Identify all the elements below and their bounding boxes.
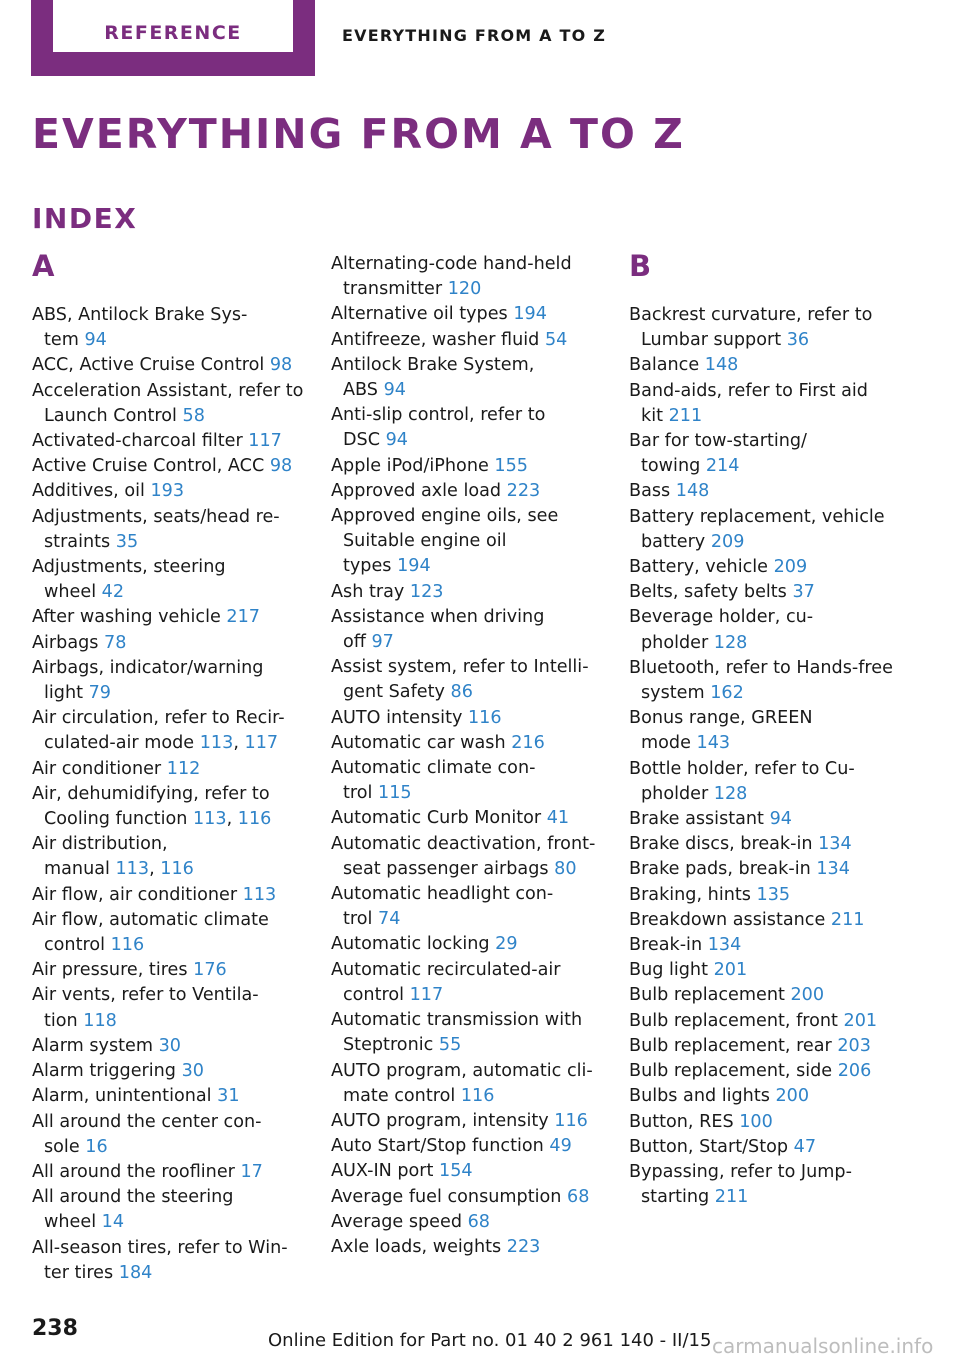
index-column-1 [32,249,322,1286]
index-entry [629,555,919,580]
index-entry-text: Bulb replacement, rear [629,1035,838,1056]
index-entry [331,655,621,705]
index-entry-text: Air conditioner [32,758,167,779]
index-entry-text: Adjustments, steering [32,557,226,578]
index-entry-text: Average fuel consumption [331,1186,567,1207]
index-entry-text: Activated-charcoal filter [32,431,249,452]
edition-note: Online Edition for Part no. 01 40 2 961 140 - II/15 [268,1330,712,1351]
index-entry-text: kit [641,405,669,426]
index-entry-text: Band-aids, refer to First aid [629,380,868,401]
breadcrumb: EVERYTHING FROM A TO Z [342,26,607,45]
page-link[interactable]: 36 [786,330,810,351]
index-entry [629,1135,919,1160]
page-link[interactable]: 37 [792,582,815,603]
page-link[interactable]: 118 [83,1010,117,1031]
page-link[interactable]: 148 [675,481,710,502]
index-entry-text: mode [641,733,697,754]
index-entry [331,1159,621,1184]
page-link[interactable]: 113 [242,884,277,905]
page-link[interactable]: 112 [166,758,201,779]
index-entry-text: seat passenger airbags [343,858,555,879]
index-entry-text: Antifreeze, washer fluid [331,329,545,350]
index-entry-text: Acceleration Assistant, refer to [32,380,304,401]
page-link[interactable]: 94 [769,809,792,830]
index-entry [331,1059,621,1109]
index-entry-text: starting [641,1187,715,1208]
index-entry-text: Bluetooth, refer to Hands-free [629,657,893,678]
page-title: EVERYTHING FROM A TO Z [32,110,685,158]
index-entry-text: Bonus range, GREEN [629,708,813,729]
index-entry [331,580,621,605]
page-link[interactable]: 154 [439,1161,473,1182]
page-link[interactable]: 78 [104,632,127,653]
index-entry [32,883,322,908]
index-entry-text: Air vents, refer to Ventila- [32,985,259,1006]
index-entry [629,379,919,429]
index-entry [32,353,322,378]
page-link[interactable]: 209 [710,531,745,552]
index-entry [629,353,919,378]
index-entry-text: Breakdown assistance [629,909,831,930]
index-entry [32,983,322,1033]
index-entry [629,1059,919,1084]
page-link[interactable]: 223 [506,480,541,501]
index-entry-text: off [343,632,372,653]
index-entry [32,706,322,756]
index-entry-text: Battery replacement, vehicle [629,506,885,527]
index-entry [629,883,919,908]
index-entry-text: pholder [641,632,714,653]
page-link[interactable]: 200 [775,1086,810,1107]
index-entry-text: Alternating-code hand-held [331,254,572,274]
index-entry [331,958,621,1008]
index-entry [32,379,322,429]
page-link[interactable]: 211 [668,405,703,426]
index-entry-text: culated-air mode [44,733,200,754]
page-link[interactable]: 184 [118,1262,153,1283]
index-entry [32,454,322,479]
index-entry-text: system [641,683,711,704]
index-entry-text: DSC [343,430,386,451]
page-link[interactable]: 209 [773,557,808,578]
index-entry-text: Launch Control [44,405,183,426]
page-link[interactable]: 17 [240,1161,263,1182]
index-entry [331,252,621,302]
index-entry-text: Break-in [629,935,708,956]
page-number: 238 [32,1316,78,1341]
index-entry [331,756,621,806]
page-link[interactable]: 176 [193,960,227,981]
index-entry-text: Cooling function [44,809,193,830]
page-link[interactable]: 203 [837,1035,871,1056]
page-link[interactable]: 116 [237,809,272,830]
index-entry [331,504,621,580]
index-entry-text: pholder [641,783,714,804]
index-entry-text: Assist system, refer to Intelli- [331,657,589,678]
index-entry-text: Ash tray [331,581,410,602]
index-entry [331,1185,621,1210]
page-link[interactable]: 116 [460,1085,495,1106]
index-entry-text: Automatic locking [331,934,496,955]
index-entry-text: ACC, Active Cruise Control [32,355,270,376]
index-entry-text: Active Cruise Control, ACC [32,456,270,477]
index-entry [629,983,919,1008]
index-entry-text: Alarm system [32,1035,159,1056]
index-entry-text: Airbags, indicator/warning [32,657,264,678]
index-entry-text: Automatic recirculated-air [331,959,561,980]
page-link[interactable]: 35 [115,531,139,552]
index-entry [629,429,919,479]
page-link[interactable]: 16 [85,1136,108,1157]
index-entry-text: Apple iPod/iPhone [331,455,495,476]
index-entry [629,807,919,832]
index-entry [32,555,322,605]
index-entry [331,1210,621,1235]
index-entry-text: straints [44,531,116,552]
index-entry-text: Airbags [32,632,105,653]
index-entry-text: towing [641,456,706,477]
index-entry-text: Approved axle load [331,480,507,501]
index-entry [629,605,919,655]
page-link[interactable]: 214 [705,456,740,477]
page-link[interactable]: 14 [101,1212,125,1233]
page-link[interactable]: 123 [409,581,444,602]
index-entry [32,1185,322,1235]
index-letter: A [32,249,55,283]
page-link[interactable]: 128 [713,783,748,804]
reference-tab[interactable] [31,0,315,76]
index-entry [629,933,919,958]
index-entry-text: Air pressure, tires [32,960,194,981]
index-entry [331,454,621,479]
page-link[interactable]: 30 [181,1061,204,1082]
index-entry [331,403,621,453]
index-entry [32,303,322,353]
index-entry-text: Air distribution, [32,834,168,855]
reference-tab-inner [53,0,293,52]
page-link[interactable]: 116 [110,935,145,956]
index-entry-text: transmitter [343,279,448,300]
index-entry [32,1084,322,1109]
index-entry [331,882,621,932]
index-entry [32,757,322,782]
page-link[interactable]: 31 [217,1086,240,1107]
index-entry-text: trol [343,909,378,930]
index-entry-text: tion [44,1010,84,1031]
index-entry-text: light [44,683,89,704]
index-entry-text: Automatic transmission with [331,1010,583,1031]
section-title: INDEX [32,202,138,235]
page-link[interactable]: 134 [707,935,742,956]
page-link[interactable]: 217 [226,607,260,628]
index-entry-text: Automatic car wash [331,732,512,753]
page-link[interactable]: 79 [88,683,111,704]
page-link[interactable]: 148 [704,355,739,376]
index-entry-text: Automatic Curb Monitor [331,808,547,829]
index-entry [32,1034,322,1059]
index-entry [629,908,919,933]
watermark: carmanualsonline.info [712,1334,934,1358]
page-link[interactable]: 128 [713,632,748,653]
index-entry-text: Suitable engine oil [343,531,507,552]
index-entry-text: Alarm triggering [32,1061,182,1082]
page-link[interactable]: 47 [793,1136,817,1157]
index-entry-text: sole [44,1136,86,1157]
index-entry-text: types [343,556,398,577]
index-entry-text: battery [641,531,711,552]
page-link[interactable]: 94 [385,430,408,451]
index-entry [331,806,621,831]
page-link[interactable]: 162 [710,683,744,704]
page-link[interactable]: 211 [714,1187,749,1208]
index-entry-text: trol [343,783,378,804]
page-link[interactable]: 194 [397,556,431,577]
page-link[interactable]: 134 [816,859,850,880]
page-link[interactable]: 134 [818,834,852,855]
index-entry [629,479,919,504]
index-entry [331,932,621,957]
index-entry-text: Bulb replacement, front [629,1010,844,1031]
index-entry-text: Bass [629,481,676,502]
index-entry-text: AUTO program, automatic cli- [331,1060,593,1081]
page-link[interactable]: 120 [447,279,482,300]
index-entry-text: Steptronic [343,1035,439,1056]
page-link[interactable]: 58 [182,405,205,426]
page-link[interactable]: 98 [269,456,293,477]
page-link[interactable]: 113 [115,859,150,880]
page-link[interactable]: 41 [546,808,570,829]
page-link[interactable]: 194 [513,304,547,325]
page-link[interactable]: 94 [84,330,107,351]
page-link[interactable]: 54 [544,329,568,350]
index-entry-text: Automatic climate con- [331,758,536,779]
page-link[interactable]: 113 [199,733,234,754]
page-link[interactable]: 211 [830,909,865,930]
index-entry-text: Backrest curvature, refer to [629,305,873,325]
index-entry-text: control [343,984,410,1005]
index-entry [629,1009,919,1034]
index-entry [629,832,919,857]
index-entry-text: Lumbar support [641,330,787,351]
index-entry-text: AUTO program, intensity [331,1110,555,1131]
page-link[interactable]: 116 [467,707,502,728]
index-entry-text: Brake assistant [629,809,770,830]
index-entry-text: Air flow, air conditioner [32,884,243,905]
page-link[interactable]: 216 [511,732,545,753]
index-entry [32,656,322,706]
index-entry-text: AUX-IN port [331,1161,440,1182]
index-entry [629,958,919,983]
page-link[interactable]: 97 [371,632,394,653]
index-entry-text: All around the center con- [32,1111,262,1132]
index-entry [32,958,322,983]
index-entry [629,706,919,756]
page-link[interactable]: 115 [378,783,412,804]
index-entry-text: Brake pads, break-in [629,859,817,880]
page-link[interactable]: 80 [554,858,577,879]
index-entry [629,303,919,353]
index-entry [32,1236,322,1286]
index-entry [629,1110,919,1135]
index-entry [32,832,322,882]
index-entry-text: Beverage holder, cu- [629,607,814,628]
index-entry-text: Average speed [331,1211,468,1232]
page-link[interactable]: 49 [549,1136,572,1157]
index-entry [331,479,621,504]
index-entry-text: Additives, oil [32,481,151,502]
index-entry-text: Button, RES [629,1111,740,1132]
index-entry-text: control [44,935,111,956]
page-link[interactable]: 113 [192,809,227,830]
reference-tab-label: REFERENCE [104,22,242,44]
page-link[interactable]: 155 [494,455,528,476]
index-entry [629,580,919,605]
index-entry [331,1134,621,1159]
index-entry-text: Belts, safety belts [629,582,793,603]
index-entry-text: After washing vehicle [32,607,227,628]
index-entry [331,1235,621,1260]
index-entry-text: Auto Start/Stop function [331,1136,550,1157]
page-separator: , [149,859,161,880]
page-link[interactable]: 94 [383,380,406,401]
index-entry-text: Approved engine oils, see [331,506,559,527]
index-entry-text: Bottle holder, refer to Cu- [629,758,855,779]
index-entry-text: gent Safety [343,682,451,703]
index-entry-text: All-season tires, refer to Win- [32,1237,288,1258]
page-link[interactable]: 206 [837,1061,872,1082]
index-entry-text: All around the roofliner [32,1161,241,1182]
index-entry-text: Alarm, unintentional [32,1086,218,1107]
index-entry [629,505,919,555]
index-entry [629,656,919,706]
index-entry-text: Air, dehumidifying, refer to [32,783,270,804]
index-entry [32,1110,322,1160]
page-link[interactable]: 143 [696,733,731,754]
index-entry-text: Bug light [629,960,714,981]
page-link[interactable]: 201 [713,960,748,981]
index-entry-text: Balance [629,355,705,376]
index-entry-text: mate control [343,1085,461,1106]
page-separator: , [226,809,238,830]
page-link[interactable]: 200 [790,985,825,1006]
index-entry-text: Button, Start/Stop [629,1136,794,1157]
index-column-2 [331,252,621,1260]
page-link[interactable]: 86 [450,682,473,703]
page-link[interactable]: 201 [843,1010,878,1031]
page-link[interactable]: 135 [756,884,791,905]
index-entry-text: ABS, Antilock Brake Sys- [32,305,248,325]
page-link[interactable]: 68 [567,1186,590,1207]
page-link[interactable]: 193 [150,481,185,502]
page-link[interactable]: 117 [248,431,282,452]
page-link[interactable]: 223 [506,1236,541,1257]
index-entry [629,1160,919,1210]
index-entry-text: Battery, vehicle [629,557,774,578]
index-entry-text: Air circulation, refer to Recir- [32,708,285,729]
page-link[interactable]: 117 [244,733,279,754]
index-entry-text: Braking, hints [629,884,757,905]
page-link[interactable]: 116 [554,1110,588,1131]
page-link[interactable]: 98 [269,355,293,376]
index-entry [32,1160,322,1185]
index-entry-text: All around the steering [32,1187,234,1208]
index-entry [32,631,322,656]
index-entry [331,353,621,403]
index-entry [331,731,621,756]
index-entry [32,605,322,630]
index-entry-text: Axle loads, weights [331,1236,507,1257]
index-entry-text: Alternative oil types [331,304,514,325]
index-entry-text: Brake discs, break-in [629,834,819,855]
index-entry [32,782,322,832]
page-link[interactable]: 42 [101,582,125,603]
index-entry-text: manual [44,859,116,880]
index-entry-text: tem [44,330,85,351]
index-entry-text: Automatic deactivation, front- [331,833,596,854]
page-separator: , [233,733,245,754]
index-entry [331,1008,621,1058]
page-link[interactable]: 74 [378,909,401,930]
index-entry [32,908,322,958]
index-entry [32,479,322,504]
index-entry [331,1109,621,1134]
index-entry [629,757,919,807]
index-entry [629,857,919,882]
index-entry-text: Bypassing, refer to Jump- [629,1161,852,1182]
index-entry-text: Anti-slip control, refer to [331,405,546,426]
index-entry-text: Antilock Brake System, [331,354,535,375]
index-entry [331,302,621,327]
page-link[interactable]: 55 [438,1035,462,1056]
index-entry [331,832,621,882]
index-entry-text: Air flow, automatic climate [32,909,269,930]
page-link[interactable]: 100 [739,1111,773,1132]
index-entry [32,429,322,454]
index-entry-text: Bulbs and lights [629,1086,776,1107]
index-entry [331,706,621,731]
page-link[interactable]: 30 [158,1035,181,1056]
index-entry [629,1084,919,1109]
index-entry-text: Bulb replacement [629,985,791,1006]
index-column-3 [629,249,919,1210]
page-link[interactable]: 117 [409,984,444,1005]
index-entry-text: wheel [44,1212,102,1233]
index-letter: B [629,249,652,283]
index-entry [32,1059,322,1084]
page-link[interactable]: 68 [467,1211,490,1232]
page-link[interactable]: 116 [160,859,194,880]
index-entry-text: Bulb replacement, side [629,1061,838,1082]
index-entry-text: ter tires [44,1262,119,1283]
index-entry-text: Automatic headlight con- [331,884,554,905]
index-entry-text: Bar for tow-starting/ [629,431,807,452]
index-entry-text: AUTO intensity [331,707,468,728]
index-entry-text: Assistance when driving [331,606,545,627]
index-entry-text: ABS [343,380,384,401]
index-entry [331,328,621,353]
index-entry [32,505,322,555]
index-entry [629,1034,919,1059]
page-link[interactable]: 29 [495,934,518,955]
index-entry-text: wheel [44,582,102,603]
index-entry [331,605,621,655]
index-entry-text: Adjustments, seats/head re- [32,506,280,527]
